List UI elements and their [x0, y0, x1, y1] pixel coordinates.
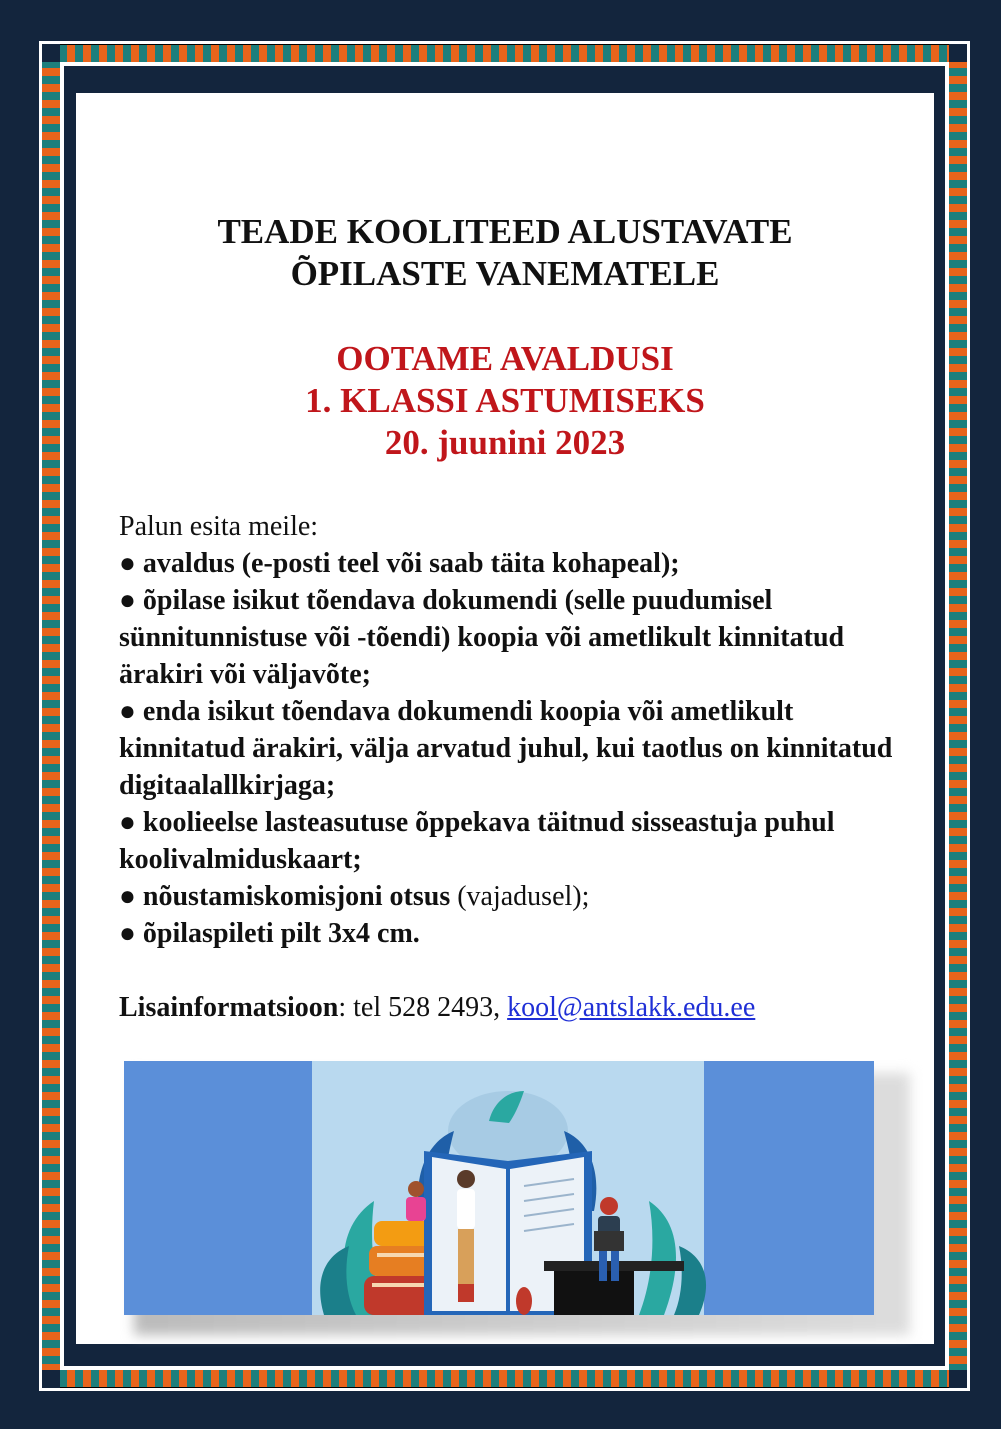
notice-page	[76, 93, 934, 1344]
contact-phone: : tel 528 2493,	[338, 992, 508, 1023]
illustration-banner	[124, 1061, 874, 1315]
student-reading-icon	[457, 1170, 475, 1302]
intro-text: Palun esita meile:	[119, 511, 319, 542]
frame-corner	[42, 1370, 60, 1388]
illustration	[124, 1061, 874, 1315]
vase-icon	[516, 1287, 532, 1315]
list-item	[119, 878, 909, 915]
frame-corner	[949, 1370, 967, 1388]
notice-body	[119, 508, 909, 1026]
contact-line	[119, 989, 909, 1026]
list-item: ● avaldus (e-posti teel või saab täita kohapeal);	[119, 548, 680, 579]
subtitle-line: OOTAME AVALDUSI	[336, 339, 674, 378]
list-item: ● õpilase isikut tõendava dokumendi (selle puudumisel sünnitunnistuse või -tõendi) koopia või ametlikult kinnitatud ärakiri või väljavõte;	[119, 585, 845, 690]
frame-corner	[949, 44, 967, 62]
subtitle-line: 20. juunini 2023	[384, 423, 626, 462]
notice-subtitle	[76, 338, 934, 464]
contact-label: Lisainformatsioon	[119, 992, 339, 1023]
list-item-note: (vajadusel);	[450, 881, 590, 912]
subtitle-line: 1. KLASSI ASTUMISEKS	[305, 381, 705, 420]
notice-title	[76, 211, 934, 295]
list-item-bold: ● nõustamiskomisjoni otsus	[119, 881, 451, 912]
title-line: TEADE KOOLITEED ALUSTAVATE	[217, 212, 793, 251]
contact-email-link[interactable]: kool@antslakk.edu.ee	[507, 992, 756, 1023]
list-item: ● õpilaspileti pilt 3x4 cm.	[119, 918, 420, 949]
list-item: ● koolieelse lasteasutuse õppekava täitnud sisseastuja puhul koolivalmiduskaart;	[119, 807, 835, 875]
title-line: ÕPILASTE VANEMATELE	[290, 254, 720, 293]
student-sitting-icon	[406, 1181, 426, 1221]
frame-corner	[42, 44, 60, 62]
list-item: ● enda isikut tõendava dokumendi koopia või ametlikult kinnitatud ärakiri, välja arvatud juhul, kui taotlus on kinnitatud digitaalallkirjaga;	[119, 696, 893, 801]
